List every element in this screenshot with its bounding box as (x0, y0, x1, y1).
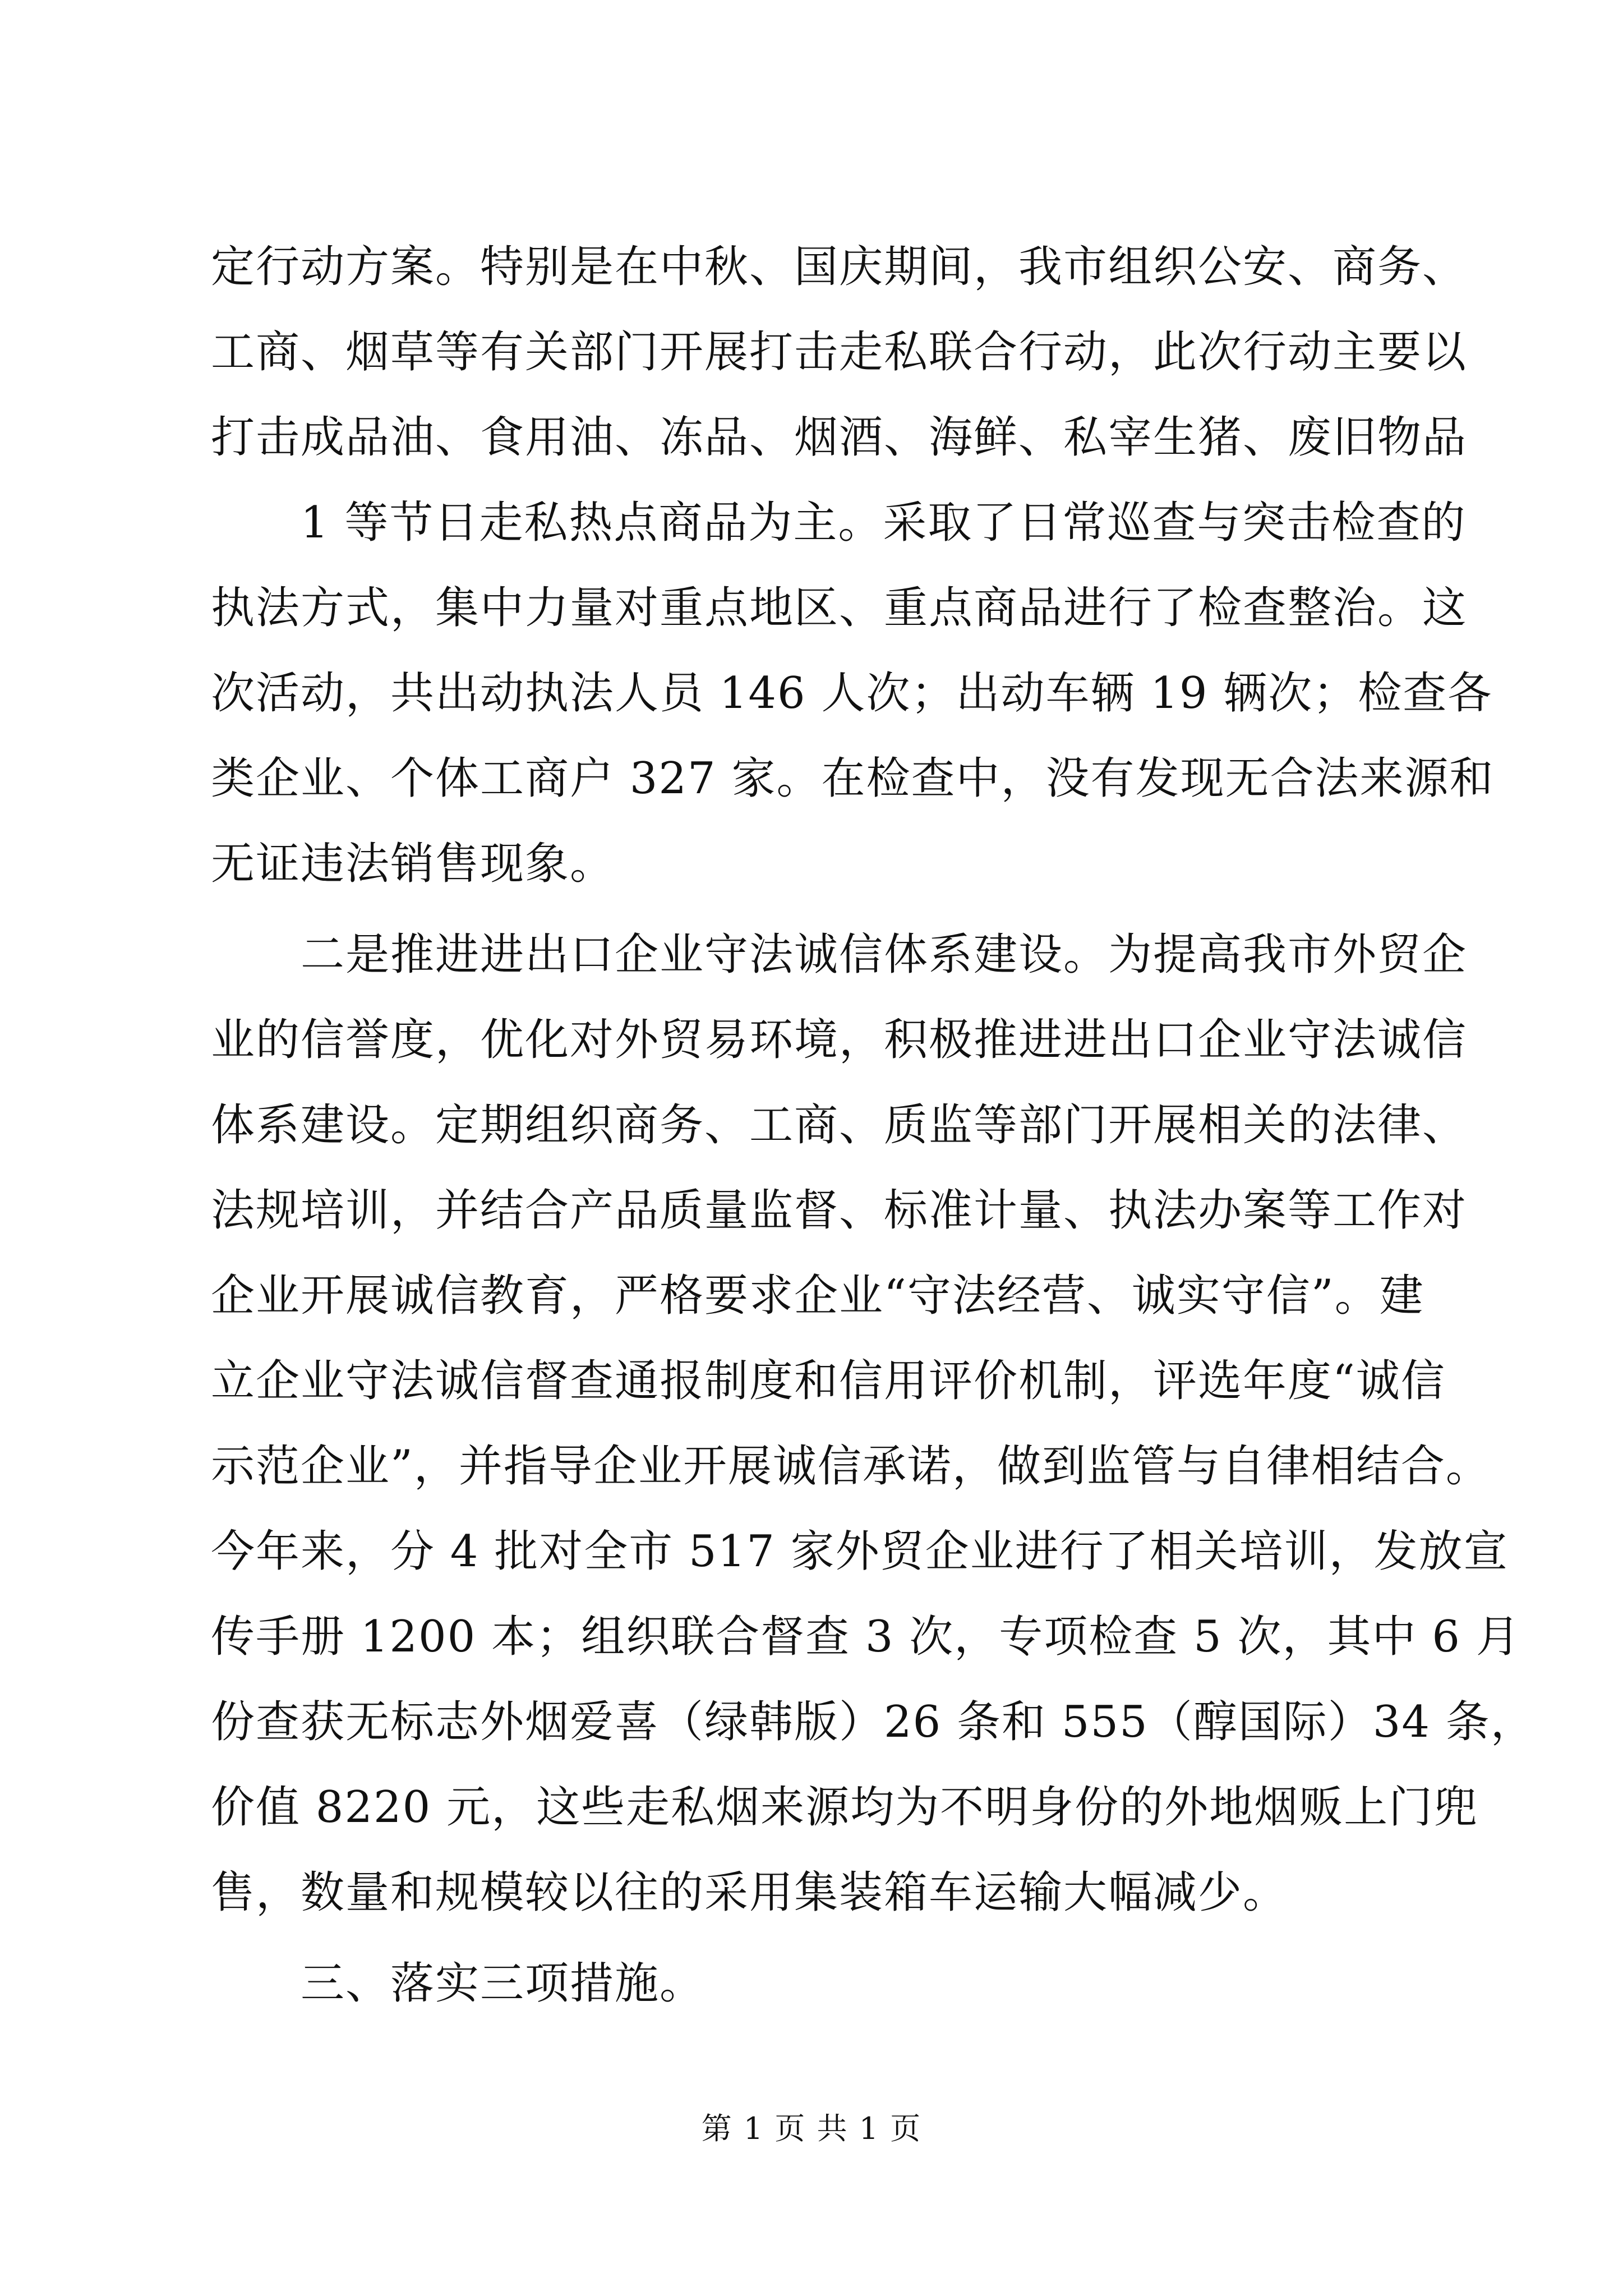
page-number-footer: 第 1 页 共 1 页 (701, 2111, 922, 2146)
text-line: 立企业守法诚信督查通报制度和信用评价机制，评选年度“诚信 (211, 1356, 1446, 1406)
text-line: 无证违法销售现象。 (211, 839, 615, 889)
text-line: 体系建设。定期组织商务、工商、质监等部门开展相关的法律、 (211, 1100, 1468, 1151)
text-line: 定行动方案。特别是在中秋、国庆期间，我市组织公安、商务、 (211, 242, 1468, 292)
text-line: 份查获无标志外烟爱喜（绿韩版）26 条和 555（醇国际）34 条， (211, 1697, 1536, 1747)
text-line: 企业开展诚信教育，严格要求企业“守法经营、诚实守信”。建 (211, 1271, 1424, 1321)
text-line: 次活动，共出动执法人员 146 人次；出动车辆 19 辆次；检查各 (211, 668, 1493, 719)
text-line: 工商、烟草等有关部门开展打击走私联合行动，此次行动主要以 (211, 327, 1468, 378)
text-line: 1 等节日走私热点商品为主。采取了日常巡查与突击检查的 (301, 498, 1467, 548)
text-line: 二是推进进出口企业守法诚信体系建设。为提高我市外贸企 (301, 930, 1468, 980)
text-line: 打击成品油、食用油、冻品、烟酒、海鲜、私宰生猪、废旧物品 (211, 412, 1468, 463)
text-line: 售，数量和规模较以往的采用集装箱车运输大幅减少。 (211, 1867, 1288, 1918)
text-line: 示范企业”，并指导企业开展诚信承诺，做到监管与自律相结合。 (211, 1441, 1491, 1492)
text-line: 执法方式，集中力量对重点地区、重点商品进行了检查整治。这 (211, 583, 1468, 633)
text-line: 价值 8220 元，这些走私烟来源均为不明身份的外地烟贩上门兜 (211, 1782, 1479, 1833)
text-line: 业的信誉度，优化对外贸易环境，积极推进进出口企业守法诚信 (211, 1015, 1468, 1065)
text-line: 法规培训，并结合产品质量监督、标准计量、执法办案等工作对 (211, 1185, 1468, 1236)
body-text (211, 224, 1536, 2026)
text-line: 传手册 1200 本；组织联合督查 3 次，专项检查 5 次，其中 6 月 (211, 1612, 1521, 1662)
text-line: 今年来，分 4 批对全市 517 家外贸企业进行了相关培训，发放宣 (211, 1526, 1509, 1577)
section-heading: 三、落实三项措施。 (301, 1958, 705, 2009)
text-line: 类企业、个体工商户 327 家。在检查中，没有发现无合法来源和 (211, 753, 1495, 804)
